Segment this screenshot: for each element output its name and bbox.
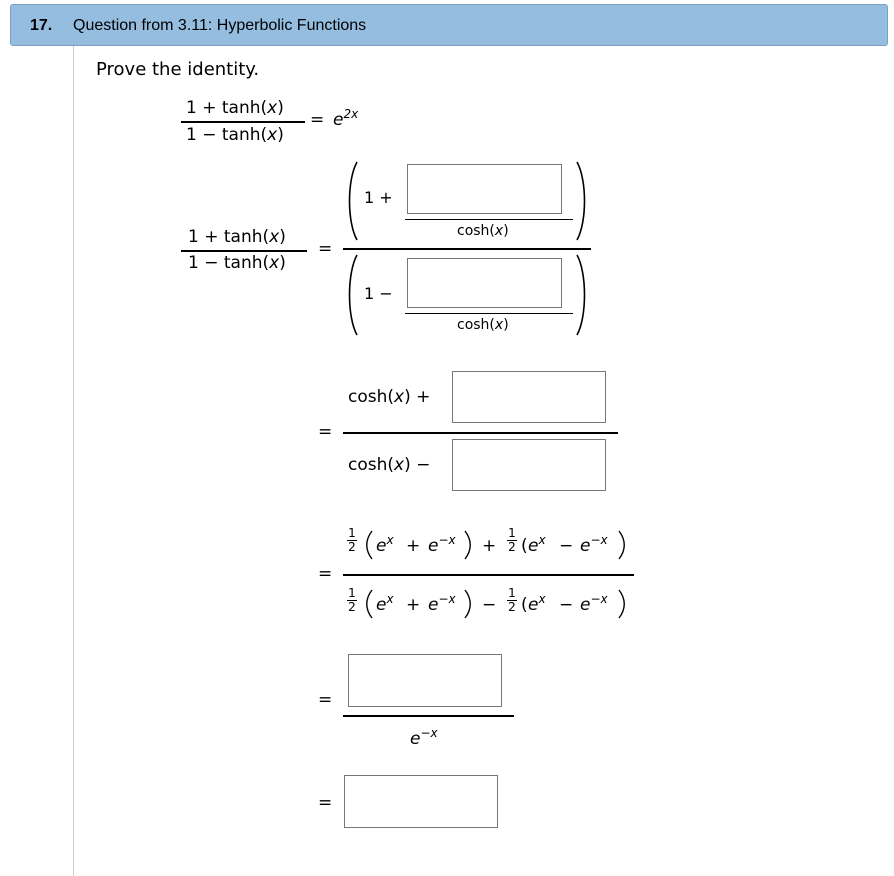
step1-top-inner-bar: [405, 219, 573, 220]
step1-main-fraction-bar: [343, 248, 591, 250]
step3-equals: =: [318, 564, 333, 584]
question-number: 17.: [30, 17, 53, 34]
identity-equals: =: [310, 110, 325, 130]
step4-fraction-bar: [343, 715, 514, 717]
step3-den-right-paren-1: [463, 589, 473, 619]
step3-den-minus-mid: −: [482, 595, 497, 615]
step2-numerator-prefix: cosh(x) +: [348, 387, 431, 407]
step2-denominator-input[interactable]: [452, 439, 606, 491]
step1-lhs-denominator: 1 − tanh(x): [188, 253, 286, 273]
step3-num-left-paren-1: [364, 530, 374, 560]
step3-num-term-ex-1: $e^x$: [376, 533, 394, 556]
step3-den-term-enx-2: $e^{-x}$: [580, 592, 608, 615]
question-title: Question from 3.11: Hyperbolic Functions: [73, 17, 367, 34]
step1-lhs-numerator: 1 + tanh(x): [188, 227, 286, 247]
step1-top-right-paren: [574, 160, 588, 242]
step3-num-half-1: $\frac{1}{2}$: [348, 526, 356, 554]
question-header: [10, 4, 888, 46]
step1-bottom-inner-bar: [405, 313, 573, 314]
step3-den-minus-2: −: [559, 595, 574, 615]
step3-num-term-enx-2: $e^{-x}$: [580, 533, 608, 556]
step1-bottom-denominator: cosh(x): [457, 317, 509, 333]
step1-top-prefix: 1 +: [364, 188, 393, 207]
step1-top-denominator: cosh(x): [457, 223, 509, 239]
step2-equals: =: [318, 422, 333, 442]
step3-den-term-ex-1: $e^x$: [376, 592, 394, 615]
step4-denominator: $e^{-x}$: [410, 726, 438, 749]
step3-den-left-paren-1: [364, 589, 374, 619]
step5-equals: =: [318, 793, 333, 813]
step1-bottom-right-paren: [574, 253, 588, 337]
step5-answer-input[interactable]: [344, 775, 498, 828]
step3-den-lparen-2: (: [521, 595, 528, 615]
step3-num-lparen-2: (: [521, 536, 528, 556]
step4-equals: =: [318, 690, 333, 710]
identity-numerator: 1 + tanh(x): [186, 98, 284, 118]
step1-bottom-numerator-input[interactable]: [407, 258, 562, 308]
identity-denominator: 1 − tanh(x): [186, 125, 284, 145]
step3-den-plus-1: +: [406, 595, 421, 615]
step3-num-plus-1: +: [406, 536, 421, 556]
step2-fraction-bar: [343, 432, 618, 434]
step3-fraction-bar: [343, 574, 634, 576]
step1-bottom-prefix: 1 −: [364, 284, 393, 303]
identity-rhs: $e^{2x}$: [333, 107, 359, 130]
step3-num-right-paren-1: [463, 530, 473, 560]
step3-num-half-2: $\frac{1}{2}$: [508, 526, 516, 554]
step3-den-term-ex-2: $e^x$: [528, 592, 546, 615]
content-left-border: [73, 46, 74, 876]
step1-top-numerator-input[interactable]: [407, 164, 562, 214]
step3-num-plus-mid: +: [482, 536, 497, 556]
step1-lhs-fraction-bar: [181, 250, 307, 252]
step1-equals: =: [318, 239, 333, 259]
step4-numerator-input[interactable]: [348, 654, 502, 707]
step3-num-term-enx-1: $e^{-x}$: [428, 533, 456, 556]
step2-denominator-prefix: cosh(x) −: [348, 455, 431, 475]
prompt-text: Prove the identity.: [96, 59, 260, 80]
identity-fraction-bar: [181, 121, 305, 123]
step3-num-term-ex-2: $e^x$: [528, 533, 546, 556]
step2-numerator-input[interactable]: [452, 371, 606, 423]
step3-num-right-paren-2: [617, 530, 627, 560]
step3-den-right-paren-2: [617, 589, 627, 619]
step3-num-minus-2: −: [559, 536, 574, 556]
step1-top-left-paren: [346, 160, 360, 242]
step3-den-half-1: $\frac{1}{2}$: [348, 586, 356, 614]
step3-den-half-2: $\frac{1}{2}$: [508, 586, 516, 614]
step1-bottom-left-paren: [346, 253, 360, 337]
step3-den-term-enx-1: $e^{-x}$: [428, 592, 456, 615]
